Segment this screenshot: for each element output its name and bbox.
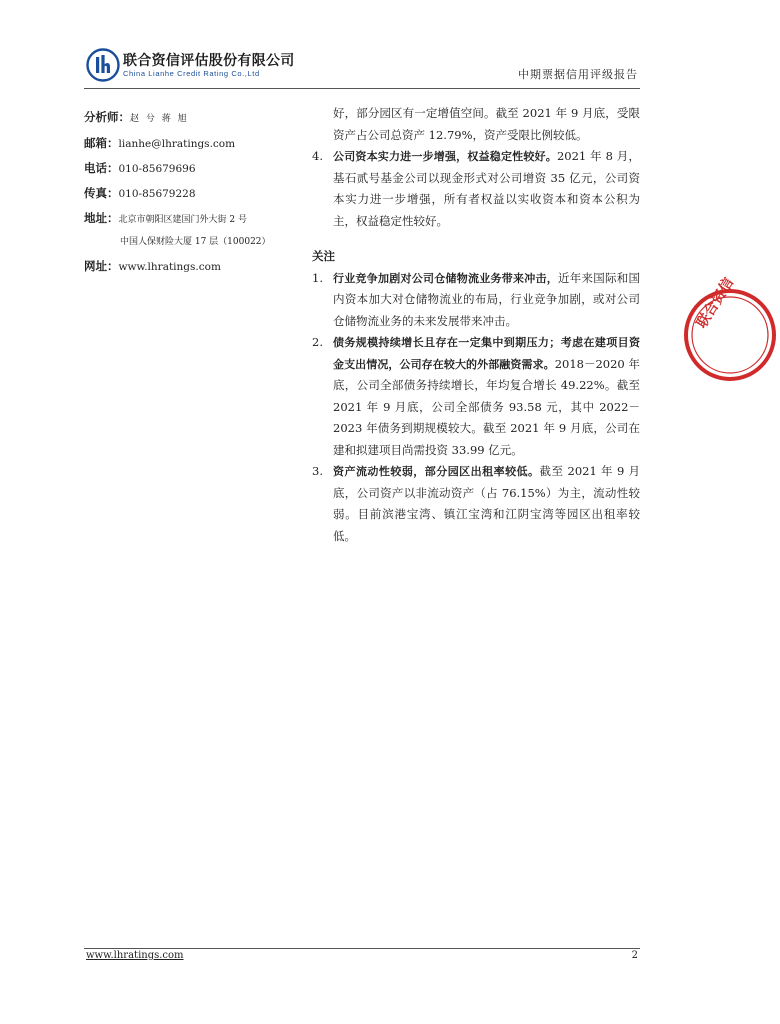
concern-item-text: 2018－2020 年底，公司全部债务持续增长，年均复合增长 49.22%。截至 2021 年 9 月底，公司全部债务 93.58 元，其中 2022－2023 年债务到期规模较大。截至 2021 年 9 月底，公司在建和拟建项目尚需投资 33.99 亿元。	[333, 356, 640, 457]
footer-divider	[84, 948, 640, 949]
email-label: 邮箱：	[84, 136, 119, 150]
page-number: 2	[631, 950, 638, 961]
company-seal	[680, 275, 780, 385]
phone-value: 010-85679696	[118, 163, 196, 175]
concern-item-text: 截至 2021 年 9 月底，公司资产以非流动资产（占 76.15%）为主，流动性较弱。目前滨港宝湾、镇江宝湾和江阴宝湾等园区出租率较低。	[333, 464, 640, 543]
contact-info	[84, 108, 294, 282]
analyst-label: 分析师：	[84, 110, 130, 124]
concern-item-title: 行业竞争加剧对公司仓储物流业务带来冲击，	[333, 271, 558, 285]
company-name-cn: 联合资信评估股份有限公司	[123, 53, 295, 69]
report-body	[312, 103, 640, 547]
concern-item-2	[312, 332, 640, 461]
analyst-value: 赵 兮 蒋 旭	[130, 114, 189, 124]
concern-item-number: 3.	[312, 464, 323, 478]
fax-label: 传真：	[84, 186, 119, 200]
email-value[interactable]: lianhe@lhratings.com	[118, 138, 236, 150]
concern-item-body	[333, 461, 640, 547]
strength-item-number: 4.	[312, 149, 323, 163]
concerns-heading: 关注	[312, 249, 335, 263]
fax-value: 010-85679228	[118, 188, 196, 200]
address-line1: 北京市朝阳区建国门外大街 2 号	[118, 215, 247, 225]
phone-row	[84, 159, 294, 178]
svg-text:联合资信: 联合资信	[693, 275, 738, 332]
email-row	[84, 134, 294, 153]
footer-website-link[interactable]: www.lhratings.com	[86, 950, 184, 961]
strength-item-text: 2021 年 8 月，基石贰号基金公司以现金形式对公司增资 35 亿元，公司资本实力进一步增强，所有者权益以实收资本和资本公积为主，权益稳定性较好。	[333, 149, 640, 228]
company-logo	[86, 48, 120, 82]
strength-item-title: 公司资本实力进一步增强，权益稳定性较好。	[333, 150, 557, 163]
concern-item-number: 1.	[312, 270, 323, 285]
website-row	[84, 257, 294, 276]
address-label: 地址：	[84, 211, 119, 225]
website-value[interactable]: www.lhratings.com	[118, 261, 221, 273]
concern-item-title: 债务规模持续增长且存在一定集中到期压力；考虑在建项目资金支出情况，公司存在较大的外部融资需求。	[333, 336, 640, 371]
address-line2: 中国人保财险大厦 17 层（100022）	[120, 237, 271, 247]
concern-item-title: 资产流动性较弱，部分园区出租率较低。	[333, 465, 540, 478]
report-type: 中期票据信用评级报告	[518, 68, 638, 81]
concern-item-body	[333, 268, 640, 333]
website-label: 网址：	[84, 259, 119, 273]
fax-row	[84, 184, 294, 203]
concern-item-text: 近年来国际和国内资本加大对仓储物流业的布局，行业竞争加剧，或对公司仓储物流业务的未来发展带来冲击。	[333, 270, 640, 328]
concern-item-body	[333, 332, 640, 461]
analyst-row	[84, 108, 294, 128]
concern-item-number: 2.	[312, 335, 323, 349]
concern-item-3	[312, 461, 640, 547]
strength-3-continuation: 好，部分园区有一定增值空间。截至 2021 年 9 月底，受限资产占公司总资产 12.79%，资产受限比例较低。	[333, 106, 640, 142]
header-divider	[84, 88, 640, 89]
phone-label: 电话：	[84, 161, 119, 175]
company-name-en: China Lianhe Credit Rating Co.,Ltd	[123, 69, 260, 78]
strength-item-4	[312, 146, 640, 232]
concern-item-1	[312, 268, 640, 333]
strength-item-body	[333, 146, 640, 232]
address-row	[84, 209, 294, 229]
